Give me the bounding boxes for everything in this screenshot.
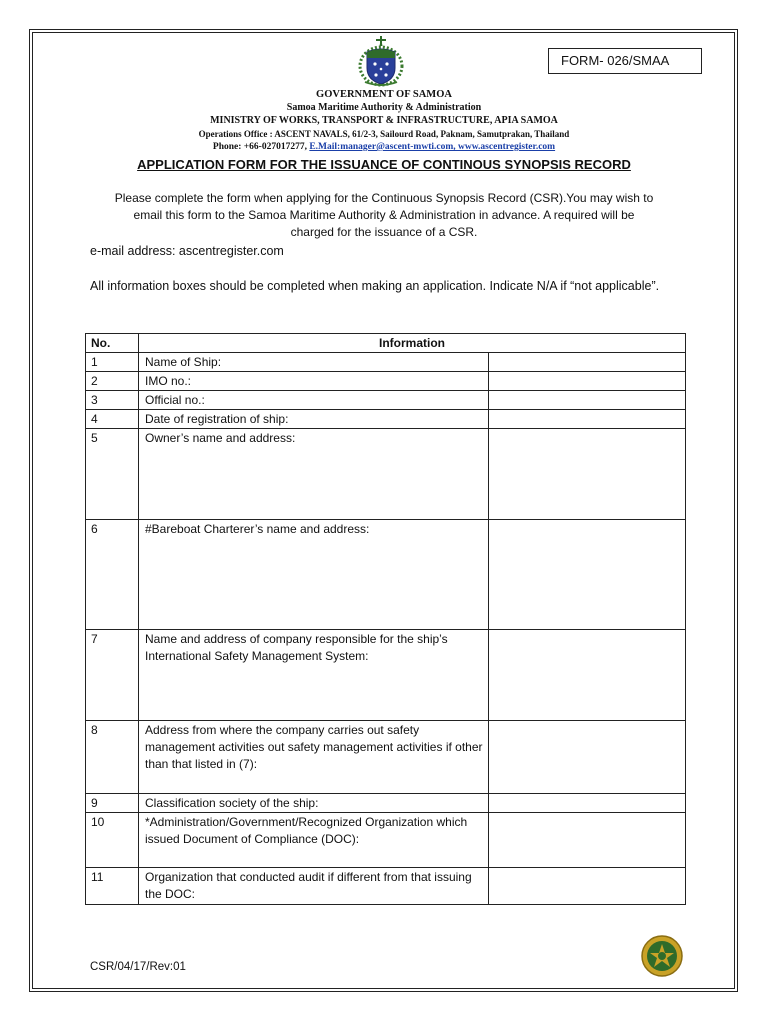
row-number: 2 [86, 372, 139, 391]
answer-cell-registration-date[interactable] [489, 410, 686, 429]
phone-text: Phone: +66-027017277, [212, 142, 310, 152]
intro-paragraph [90, 190, 678, 241]
answer-cell-bareboat-charterer[interactable] [489, 520, 686, 630]
row-label: Date of registration of ship: [139, 410, 489, 429]
revision-code: CSR/04/17/Rev:01 [90, 961, 186, 973]
answer-cell-classification-society[interactable] [489, 794, 686, 813]
table-row [86, 520, 686, 630]
answer-cell-ship-name[interactable] [489, 353, 686, 372]
contact-link[interactable]: E.Mail:manager@ascent-mwti.com, www.ascentregister.com [309, 142, 556, 152]
contact-line [80, 142, 688, 152]
authority-seal-icon [640, 934, 684, 978]
column-header-no: No. [86, 334, 139, 353]
row-number: 8 [86, 721, 139, 794]
row-number: 9 [86, 794, 139, 813]
government-heading: GOVERNMENT OF SAMOA [316, 89, 452, 100]
table-row [86, 868, 686, 905]
row-number: 1 [86, 353, 139, 372]
answer-cell-imo-no[interactable] [489, 372, 686, 391]
row-number: 6 [86, 520, 139, 630]
samoa-coat-of-arms-icon [355, 34, 407, 88]
column-header-information: Information [139, 334, 686, 353]
row-label: Name and address of company responsible for the ship’s International Safety Management System: [139, 630, 489, 721]
row-label: Owner’s name and address: [139, 429, 489, 520]
operations-office: Operations Office : ASCENT NAVALS, 61/2-3, Sailourd Road, Paknam, Samutprakan, Thailand [198, 129, 570, 139]
row-label: Address from where the company carries out safety management activities out safety management activities if other than that listed in (7): [139, 721, 489, 794]
row-number: 3 [86, 391, 139, 410]
form-title: APPLICATION FORM FOR THE ISSUANCE OF CONTINOUS SYNOPSIS RECORD [137, 157, 631, 172]
intro-line-1: Please complete the form when applying for the Continuous Synopsis Record (CSR).You may wish to [114, 191, 654, 205]
ministry-heading: MINISTRY OF WORKS, TRANSPORT & INFRASTRUCTURE, APIA SAMOA [210, 115, 558, 126]
instructions-note: All information boxes should be completed when making an application. Indicate N/A if “not applicable”. [90, 279, 660, 293]
answer-cell-audit-organization[interactable] [489, 868, 686, 905]
intro-line-3: charged for the issuance of a CSR. [290, 225, 478, 239]
row-label: Official no.: [139, 391, 489, 410]
table-row [86, 429, 686, 520]
row-number: 5 [86, 429, 139, 520]
row-label: Organization that conducted audit if different from that issuing the DOC: [139, 868, 489, 905]
row-number: 4 [86, 410, 139, 429]
table-row [86, 391, 686, 410]
authority-heading: Samoa Maritime Authority & Administration [286, 102, 482, 113]
intro-line-2: email this form to the Samoa Maritime Authority & Administration in advance. A required will be [133, 208, 635, 222]
table-row [86, 410, 686, 429]
information-table [85, 333, 686, 905]
email-address-line: e-mail address: ascentregister.com [90, 244, 284, 258]
row-number: 7 [86, 630, 139, 721]
table-row [86, 372, 686, 391]
table-header-row [86, 334, 686, 353]
table-row [86, 813, 686, 868]
row-label: #Bareboat Charterer’s name and address: [139, 520, 489, 630]
table-row [86, 721, 686, 794]
row-label: Name of Ship: [139, 353, 489, 372]
table-row [86, 794, 686, 813]
answer-cell-owner[interactable] [489, 429, 686, 520]
answer-cell-safety-address[interactable] [489, 721, 686, 794]
answer-cell-official-no[interactable] [489, 391, 686, 410]
row-label: IMO no.: [139, 372, 489, 391]
answer-cell-doc-issuer[interactable] [489, 813, 686, 868]
answer-cell-ism-company[interactable] [489, 630, 686, 721]
form-code-box: FORM- 026/SMAA [548, 48, 702, 74]
row-number: 11 [86, 868, 139, 905]
row-number: 10 [86, 813, 139, 868]
row-label: Classification society of the ship: [139, 794, 489, 813]
row-label: *Administration/Government/Recognized Organization which issued Document of Compliance (DOC): [139, 813, 489, 868]
table-row [86, 630, 686, 721]
table-row [86, 353, 686, 372]
